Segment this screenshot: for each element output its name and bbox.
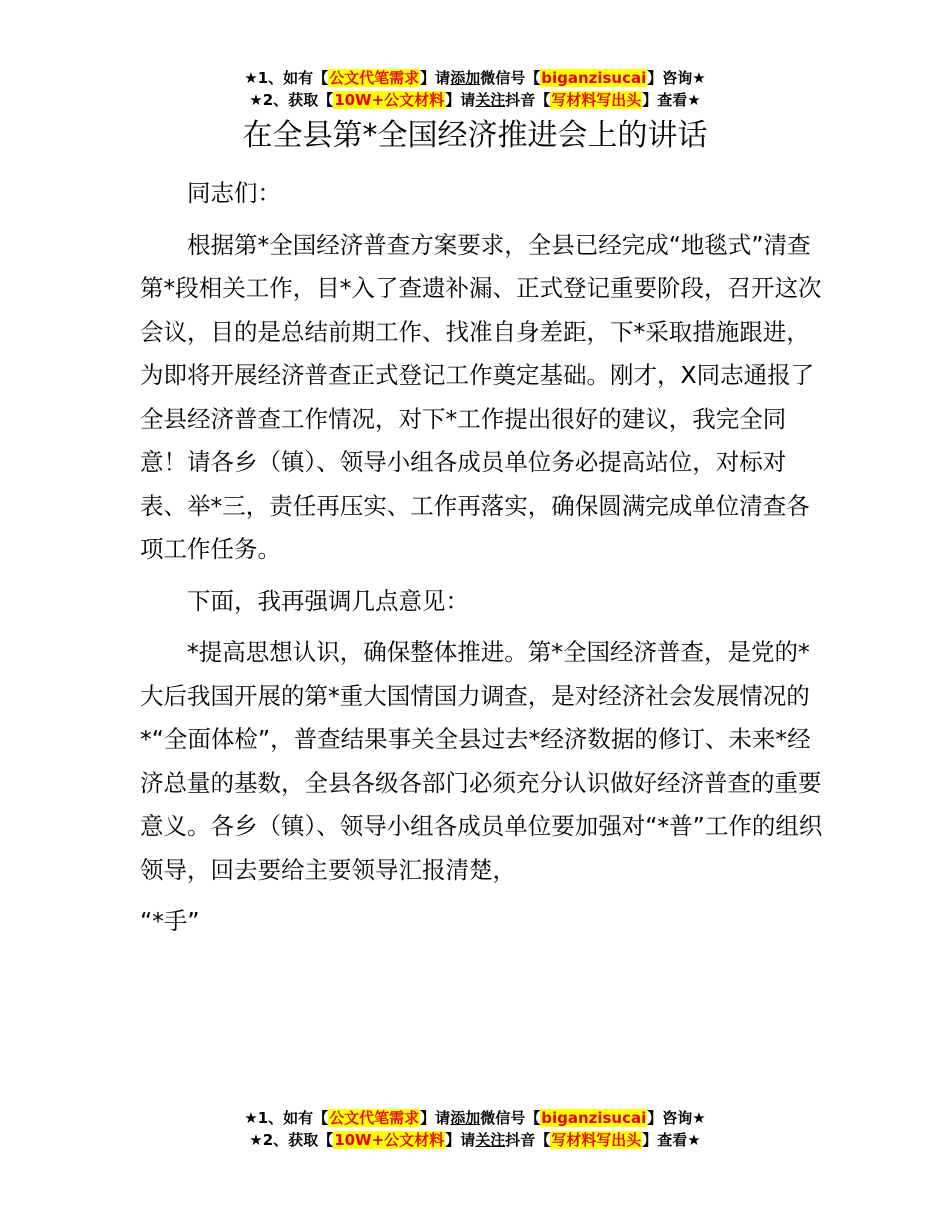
- promo-wechat-id: biganzisucai: [541, 1109, 647, 1127]
- promo-douyin-name: 写材料写出头: [551, 1131, 642, 1149]
- paragraph: *提高思想认识，确保整体推进。第*全国经济普查，是党的*大后我国开展的第*重大国情国力调查，是对经济社会发展情况的*“全面体检”，普查结果事关全县过去*经济数据的修订、未来*经济总量的基数，全县各级各部门必须充分认识做好经济普查的重要意义。各乡（镇）、领导小组各成员单位要加强对“*普”工作的组织领导，回去要给主要领导汇报清楚，: [140, 638, 823, 884]
- promo-text: 】请: [420, 69, 451, 87]
- promo-text: 抖音【: [505, 1131, 551, 1149]
- paragraph: 根据第*全国经济普查方案要求，全县已经完成“地毯式”清查第*段相关工作，目*入了查遗补漏、正式登记重要阶段，召开这次会议，目的是总结前期工作、找准自身差距，下*采取措施跟进，为即将开展经济普查正式登记工作奠定基础。刚才，X同志通报了全县经济普查工作情况，对下*工作提出很好的建议，我完全同意！请各乡（镇）、领导小组各成员单位务必提高站位，对标对表、举*三，责任再压实、工作再落实，确保圆满完成单位清查各项工作任务。: [140, 230, 822, 563]
- promo-text: ★1、如有【: [244, 69, 329, 87]
- promo-text: 添加: [450, 1109, 481, 1127]
- promo-text: 】查看★: [642, 1131, 701, 1149]
- promo-text: 】查看★: [642, 91, 701, 109]
- promo-text: 】咨询★: [647, 1109, 706, 1127]
- promo-text: ★2、获取【: [249, 1131, 334, 1149]
- promo-line-1: [0, 67, 950, 89]
- promo-banner-bottom: [0, 1107, 950, 1151]
- promo-text: 微信号【: [480, 1109, 541, 1127]
- document-body: [140, 172, 830, 952]
- promo-line-2: [0, 89, 950, 111]
- promo-text: ★2、获取【: [249, 91, 334, 109]
- promo-line-2: [0, 1129, 950, 1151]
- promo-text: 】请: [445, 1131, 476, 1149]
- promo-banner-top: [0, 67, 950, 111]
- greeting: 同志们：: [187, 179, 281, 207]
- promo-text: 】请: [445, 91, 476, 109]
- promo-wechat-id: biganzisucai: [541, 69, 647, 87]
- paragraph: 下面，我再强调几点意见：: [187, 586, 469, 615]
- promo-highlight: 公文代笔需求: [329, 69, 420, 87]
- promo-text: 关注: [475, 1131, 506, 1149]
- promo-highlight: 10W+公文材料: [334, 91, 445, 109]
- document-title: 在全县第*全国经济推进会上的讲话: [242, 118, 708, 153]
- promo-text: 】咨询★: [647, 69, 706, 87]
- promo-douyin-name: 写材料写出头: [551, 91, 642, 109]
- promo-highlight: 公文代笔需求: [329, 1109, 420, 1127]
- promo-text: 微信号【: [480, 69, 541, 87]
- promo-line-1: [0, 1107, 950, 1129]
- promo-text: 抖音【: [505, 91, 551, 109]
- paragraph: “*手”: [140, 907, 200, 935]
- promo-text: 】请: [420, 1109, 451, 1127]
- promo-text: 添加: [450, 69, 481, 87]
- promo-highlight: 10W+公文材料: [334, 1131, 445, 1149]
- promo-text: 关注: [475, 91, 506, 109]
- promo-text: ★1、如有【: [244, 1109, 329, 1127]
